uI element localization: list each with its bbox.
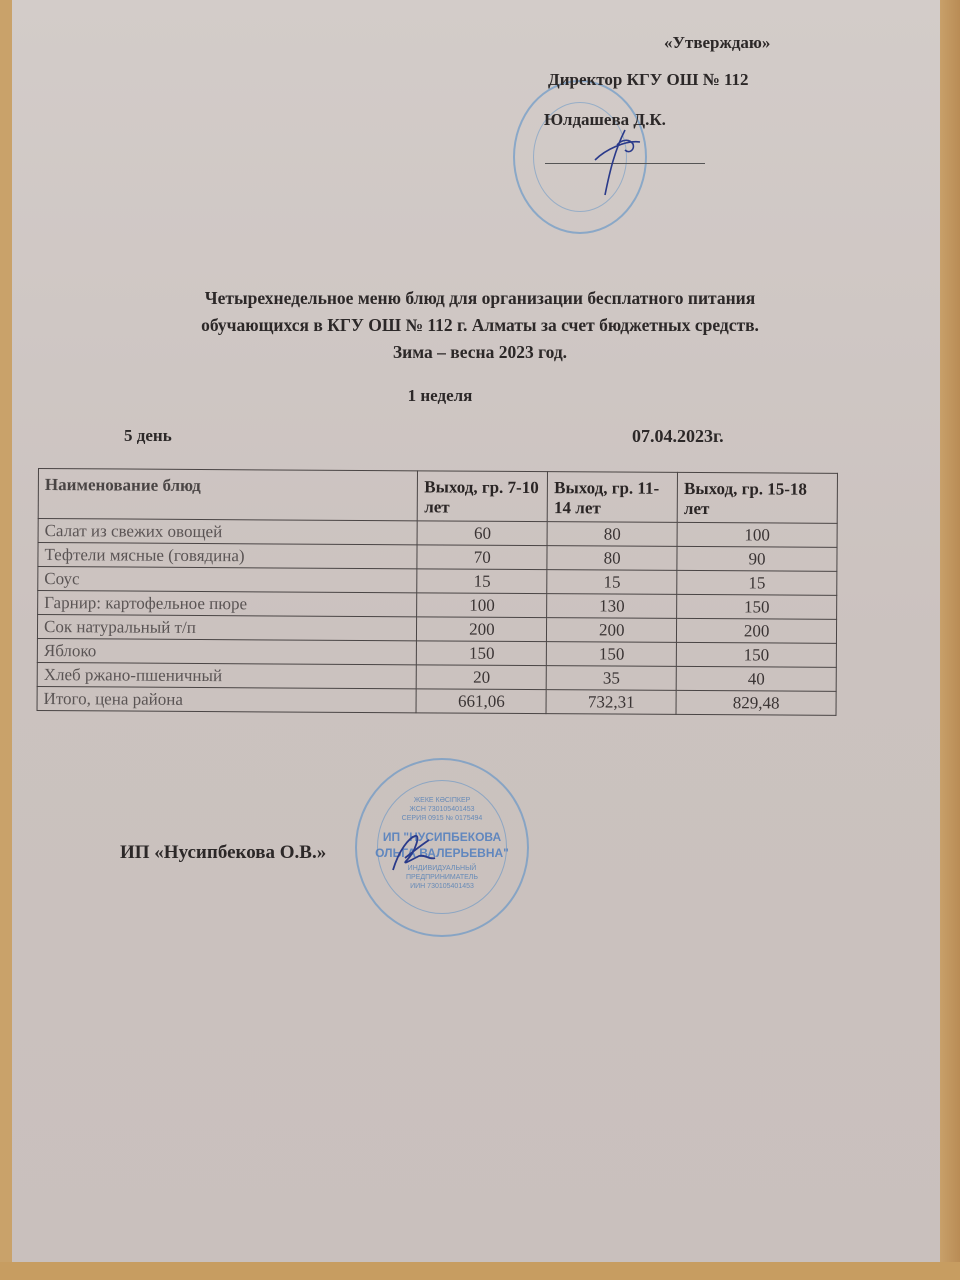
dish-name-cell: Соус (38, 567, 418, 593)
approval-heading: «Утверждаю» (664, 33, 771, 52)
header-yield-11-14: Выход, гр. 11-14 лет (547, 472, 677, 523)
desk-surface (940, 0, 960, 1280)
yield-cell: 829,48 (676, 690, 836, 715)
header-yield-7-10: Выход, гр. 7-10 лет (418, 471, 548, 522)
date-label: 07.04.2023г. (632, 426, 724, 446)
supplier-name: ИП «Нусипбекова О.В.» (120, 842, 327, 863)
title-line-2: обучающихся в КГУ ОШ № 112 г. Алматы за счет бюджетных средств. (201, 315, 759, 335)
yield-cell: 732,31 (546, 690, 676, 715)
day-label: 5 день (124, 426, 172, 445)
dish-name-cell: Салат из свежих овощей (38, 519, 418, 545)
yield-cell: 15 (547, 570, 677, 595)
seal-text-6: ИИН 730105401453 (410, 883, 474, 890)
yield-cell: 90 (677, 546, 837, 571)
dish-name-cell: Тефтели мясные (говядина) (38, 543, 418, 569)
yield-cell: 150 (417, 641, 547, 666)
yield-cell: 200 (417, 617, 547, 642)
seal-text-4: ИНДИВИДУАЛЬНЫЙ (407, 865, 477, 872)
yield-cell: 15 (677, 570, 837, 595)
seal-text-3: СЕРИЯ 0915 № 0175494 (401, 815, 483, 822)
table-row (37, 686, 836, 715)
title-line-1: Четырехнедельное меню блюд для организации бесплатного питания (204, 288, 756, 308)
desk-surface-bottom (0, 1262, 960, 1280)
yield-cell: 150 (677, 594, 837, 619)
seal-name-1: ИП "НУСИПБЕКОВА (382, 830, 502, 844)
week-label: 1 неделя (407, 386, 473, 405)
director-signature (585, 120, 645, 200)
title-line-3: Зима – весна 2023 год. (392, 342, 568, 362)
dish-name-cell: Итого, цена района (37, 686, 417, 712)
seal-text-2: ЖСН 730105401453 (409, 806, 475, 813)
seal-text-1: ЖЕКЕ КӘСІПКЕР (413, 797, 471, 804)
supplier-signature (385, 830, 455, 880)
dish-name-cell: Яблоко (37, 638, 417, 664)
yield-cell: 150 (547, 642, 677, 667)
yield-cell: 80 (547, 546, 677, 571)
yield-cell: 130 (547, 594, 677, 619)
yield-cell: 70 (417, 545, 547, 570)
table-header-row (38, 469, 837, 524)
yield-cell: 80 (547, 522, 677, 547)
dish-name-cell: Сок натуральный т/п (37, 615, 417, 641)
yield-cell: 661,06 (416, 689, 546, 714)
yield-cell: 100 (677, 522, 837, 547)
document-title (80, 285, 880, 366)
dish-name-cell: Хлеб ржано-пшеничный (37, 662, 417, 688)
yield-cell: 100 (417, 593, 547, 618)
header-dish-name: Наименование блюд (38, 469, 418, 521)
yield-cell: 150 (676, 642, 836, 667)
director-title: Директор КГУ ОШ № 112 (548, 70, 749, 89)
director-name: Юлдашева Д.К. (544, 110, 666, 129)
dish-name-cell: Гарнир: картофельное пюре (38, 591, 418, 617)
seal-text-5: ПРЕДПРИНИМАТЕЛЬ (405, 874, 478, 881)
seal-name-2: ОЛЬГА ВАЛЕРЬЕВНА" (375, 846, 509, 860)
yield-cell: 200 (547, 618, 677, 643)
yield-cell: 200 (677, 618, 837, 643)
yield-cell: 60 (417, 521, 547, 546)
yield-cell: 35 (546, 666, 676, 691)
menu-table (37, 468, 838, 716)
yield-cell: 20 (417, 665, 547, 690)
header-yield-15-18: Выход, гр. 15-18 лет (677, 472, 837, 523)
yield-cell: 40 (676, 666, 836, 691)
yield-cell: 15 (417, 569, 547, 594)
